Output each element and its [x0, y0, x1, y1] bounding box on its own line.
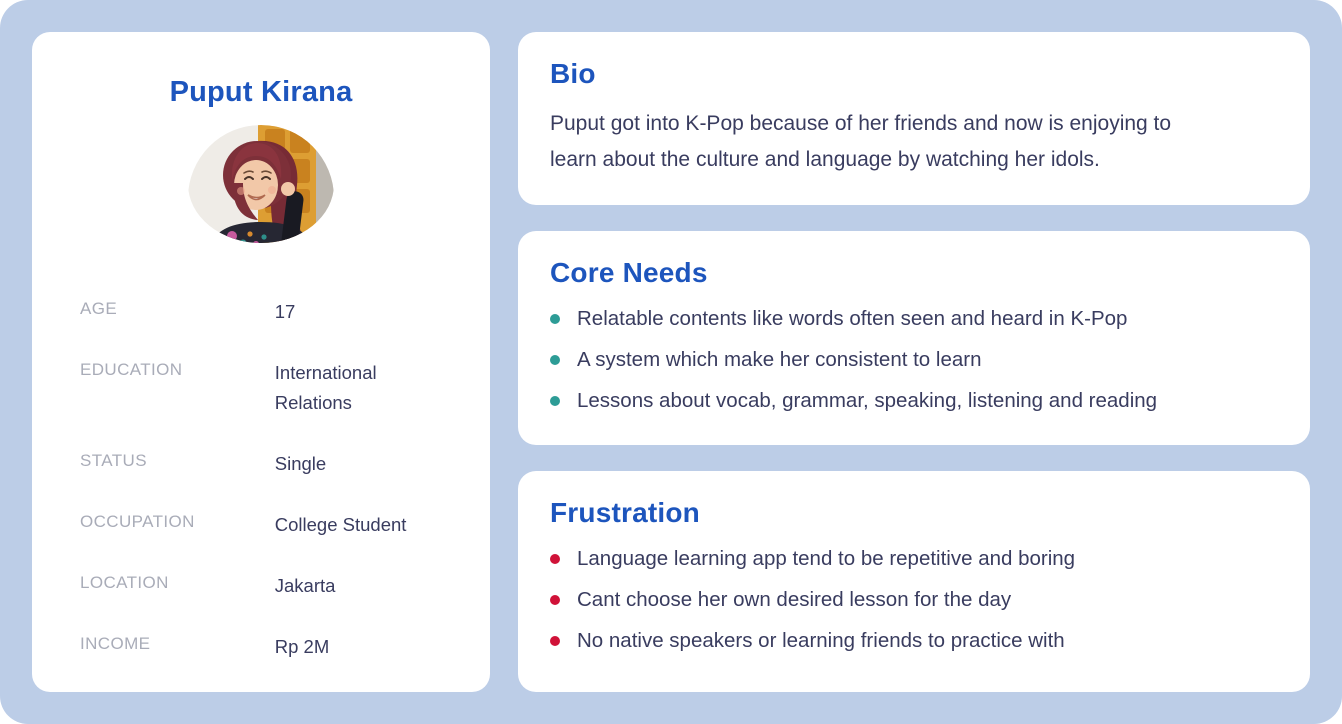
bio-card — [518, 32, 1310, 205]
attribute-list — [80, 297, 442, 662]
attr-value: Single — [274, 453, 327, 474]
frustration-item — [550, 588, 1278, 612]
attr-row-occupation — [80, 510, 442, 540]
core-needs-item — [550, 307, 1278, 331]
attr-row-location — [80, 571, 442, 601]
persona-name: Puput Kirana — [169, 76, 353, 108]
frustration-list — [550, 547, 1278, 653]
frustration-title: Frustration — [550, 497, 700, 528]
attr-label: AGE — [80, 299, 118, 318]
frustration-item — [550, 547, 1278, 571]
attr-row-education — [80, 358, 442, 418]
attr-row-income — [80, 632, 442, 662]
attr-value: International Relations — [274, 362, 377, 413]
red-bullet-icon — [550, 636, 560, 646]
avatar — [188, 125, 334, 243]
section-column — [518, 32, 1310, 692]
core-needs-item-text: A system which make her consistent to learn — [577, 348, 982, 371]
teal-bullet-icon — [550, 396, 560, 406]
core-needs-item-text: Relatable contents like words often seen and heard in K-Pop — [577, 307, 1128, 330]
frustration-item-text: No native speakers or learning friends to practice with — [577, 629, 1065, 652]
attr-value: College Student — [274, 514, 407, 535]
attr-label: STATUS — [80, 451, 147, 470]
attr-value: 17 — [274, 301, 296, 322]
frustration-item-text: Language learning app tend to be repetitive and boring — [577, 547, 1076, 570]
red-bullet-icon — [550, 554, 560, 564]
core-needs-list — [550, 307, 1278, 413]
frustration-item-text: Cant choose her own desired lesson for the day — [577, 588, 1012, 611]
red-bullet-icon — [550, 595, 560, 605]
teal-bullet-icon — [550, 314, 560, 324]
attr-row-status — [80, 449, 442, 479]
core-needs-item-text: Lessons about vocab, grammar, speaking, listening and reading — [577, 389, 1158, 412]
core-needs-title: Core Needs — [550, 257, 708, 288]
attr-label: EDUCATION — [80, 360, 183, 379]
avatar-photo — [188, 125, 334, 243]
attr-label: OCCUPATION — [80, 512, 195, 531]
bio-title: Bio — [550, 58, 596, 89]
frustration-item — [550, 629, 1278, 653]
core-needs-card — [518, 231, 1310, 445]
profile-card — [32, 32, 490, 692]
core-needs-item — [550, 389, 1278, 413]
attr-row-age — [80, 297, 442, 327]
attr-value: Rp 2M — [274, 636, 330, 657]
attr-value: Jakarta — [274, 575, 336, 596]
teal-bullet-icon — [550, 355, 560, 365]
frustration-card — [518, 471, 1310, 692]
bio-text: Puput got into K-Pop because of her friends and now is enjoying to learn about the culture and language by watching her idols. — [550, 112, 1172, 171]
attr-label: INCOME — [80, 634, 151, 653]
attr-label: LOCATION — [80, 573, 169, 592]
core-needs-item — [550, 348, 1278, 372]
